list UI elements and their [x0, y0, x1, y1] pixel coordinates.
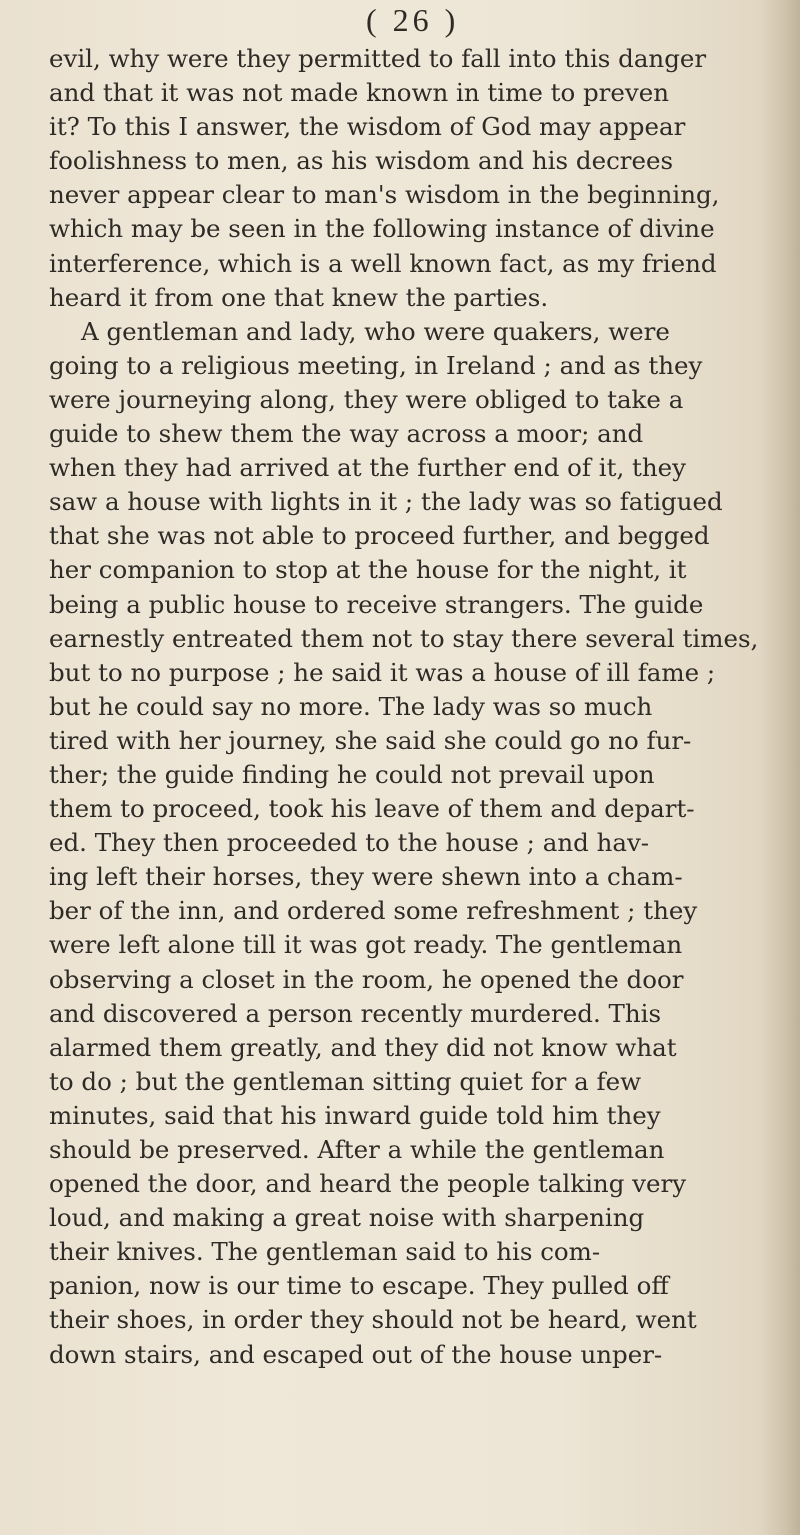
text-line: evil, why were they permitted to fall into this danger [49, 44, 707, 73]
text-line: ber of the inn, and ordered some refreshment ; they [49, 896, 698, 926]
text-line: observing a closet in the room, he opened the door [49, 964, 684, 994]
text-line: and that it was not made known in time to preven [49, 78, 670, 108]
text-line: but he could say no more. The lady was so much [49, 691, 653, 721]
text-line: alarmed them greatly, and they did not know what [49, 1032, 677, 1062]
text-line: it? To this I answer, the wisdom of God may appear [49, 112, 686, 142]
text-line: guide to shew them the way across a moor; and [49, 419, 644, 449]
text-line: but to no purpose ; he said it was a house of ill fame ; [49, 657, 716, 687]
text-line: were journeying along, they were obliged to take a [49, 384, 684, 414]
text-line: that she was not able to proceed further, and begged [49, 521, 710, 551]
text-line: panion, now is our time to escape. They pulled off [49, 1271, 669, 1301]
text-line: ther; the guide finding he could not prevail upon [49, 759, 655, 789]
text-line: should be preserved. After a while the gentleman [49, 1135, 665, 1164]
text-line: never appear clear to man's wisdom in the beginning, [49, 180, 720, 210]
text-line: opened the door, and heard the people talking very [49, 1169, 687, 1199]
text-line: them to proceed, took his leave of them and depart- [49, 794, 695, 824]
paragraph-start-line: A gentleman and lady, who were quakers, were [81, 316, 670, 346]
text-line: were left alone till it was got ready. The gentleman [49, 930, 683, 960]
text-line: being a public house to receive strangers. The guide [49, 589, 704, 619]
text-line: her companion to stop at the house for the night, it [49, 555, 687, 585]
text-line: ing left their horses, they were shewn into a cham- [49, 862, 683, 892]
text-line: saw a house with lights in it ; the lady was so fatigued [49, 487, 723, 517]
text-line: going to a religious meeting, in Ireland ; and as they [49, 350, 703, 380]
text-line: ed. They then proceeded to the house ; and hav- [49, 828, 650, 858]
text-line: interference, which is a well known fact, as my friend [49, 248, 717, 278]
text-line: loud, and making a great noise with sharpening [49, 1203, 645, 1233]
text-line: to do ; but the gentleman sitting quiet for a few [49, 1066, 642, 1096]
text-line: minutes, said that his inward guide told him they [49, 1100, 661, 1130]
text-line: their knives. The gentleman said to his com- [49, 1237, 601, 1267]
text-line: earnestly entreated them not to stay there several times, [49, 623, 759, 653]
body-text [49, 42, 789, 1372]
text-line: down stairs, and escaped out of the house unper- [49, 1339, 663, 1369]
page-number: ( 26 ) [366, 2, 460, 38]
text-line: which may be seen in the following instance of divine [49, 214, 715, 244]
text-line: heard it from one that knew the parties. [49, 282, 549, 312]
text-line: foolishness to men, as his wisdom and his decrees [49, 146, 674, 176]
text-line: and discovered a person recently murdered. This [49, 998, 662, 1028]
text-line: tired with her journey, she said she could go no fur- [49, 725, 692, 755]
text-line: their shoes, in order they should not be heard, went [49, 1305, 697, 1335]
text-line: when they had arrived at the further end of it, they [49, 453, 687, 483]
